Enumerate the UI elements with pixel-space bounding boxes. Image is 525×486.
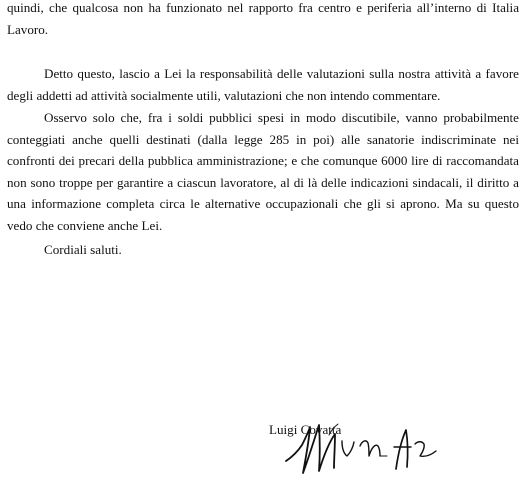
letter-paragraph-1: quindi, che qualcosa non ha funzionato nel rapporto fra centro e periferia all’interno di Italia Lavoro. [7, 0, 519, 37]
closing-salutation: Cordiali saluti. [44, 242, 122, 257]
letter-paragraph-2: Detto questo, lascio a Lei la responsabilità delle valutazioni sulla nostra attività a favore degli addetti ad attività socialmente utili, valutazioni che non intendo commentare. [7, 66, 519, 103]
signatory-name: Luigi Covatta [269, 422, 342, 437]
handwritten-signature [285, 397, 445, 486]
letter-paragraph-3: Osservo solo che, fra i soldi pubblici spesi in modo discutibile, vanno probabilmente conteggiati anche quelli destinati (dalla legge 285 in poi) alle sanatorie indiscriminate nei confronti dei precari della pubblica amministrazione; e che comunque 6000 lire di raccomandata non sono troppe per garantire a ciascun lavoratore, al di là delle indicazioni sindacali, il diritto a una informazione completa circa le alternative occupazionali che gli si aprono. Ma su questo vedo che conviene anche Lei. [7, 110, 519, 233]
